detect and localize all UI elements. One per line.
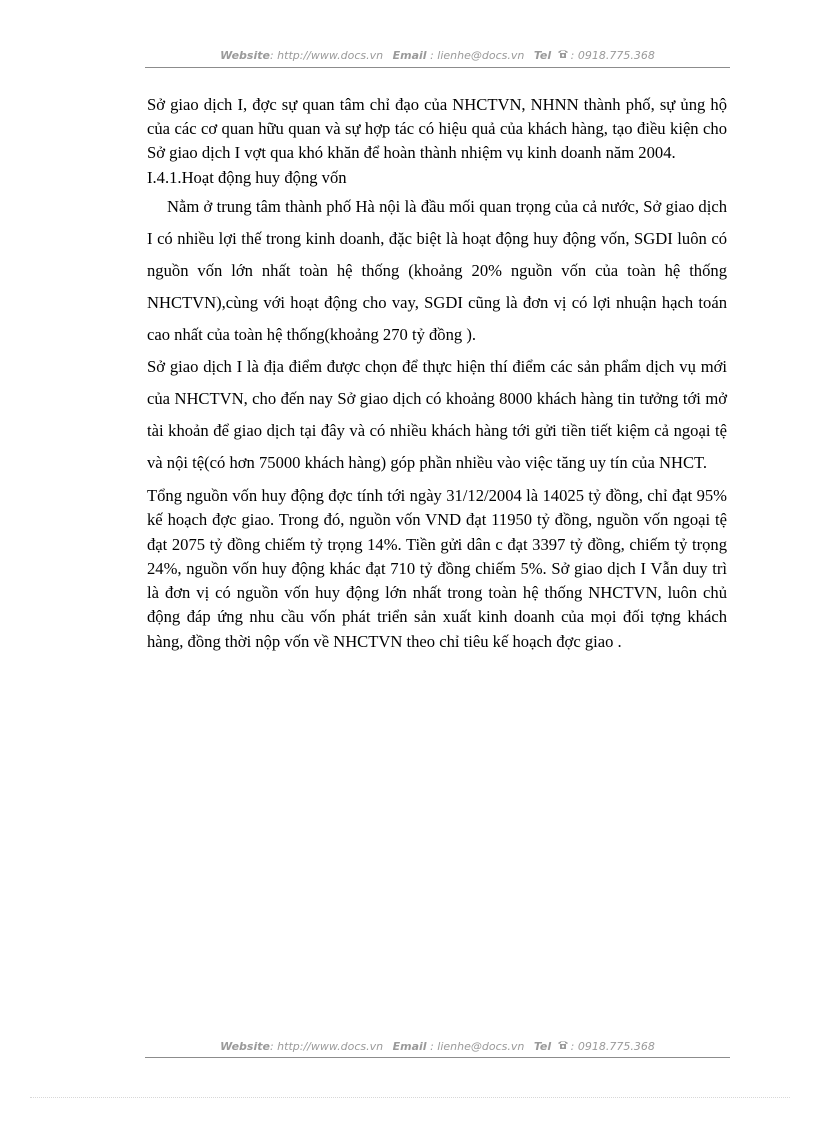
page-footer [145, 1039, 730, 1053]
header-tel-label: Tel [533, 49, 552, 62]
footer-website-label: Website [220, 1040, 270, 1053]
header-website-label: Website [220, 49, 270, 62]
footer-tel-label: Tel [533, 1040, 552, 1053]
footer-email-value: : lienhe@docs.vn [430, 1040, 525, 1053]
footer-website-value: : http://www.docs.vn [269, 1040, 384, 1053]
footer-tel-value: : 0918.775.368 [570, 1040, 655, 1053]
section-heading: I.4.1.Hoạt động huy động vốn [147, 168, 347, 187]
header-divider [145, 67, 730, 68]
paragraph-location: Nằm ở trung tâm thành phố Hà nội là đầu mối quan trọng của cả nước, Sở giao dịch I có nhiều lợi thế trong kinh doanh, đặc biệt là hoạt động huy động vốn, SGDI luôn có nguồn vốn lớn nhất toàn hệ thống (khoảng 20% nguồn vốn của toàn hệ thống NHCTVN),cùng với hoạt động cho vay, SGDI cũng là đơn vị có lợi nhuận hạch toán cao nhất của toàn hệ thống(khoảng 270 tỷ đồng ). [147, 197, 727, 344]
page-bottom-border [30, 1097, 790, 1098]
paragraph-pilot-services: Sở giao dịch I là địa điểm được chọn để thực hiện thí điểm các sản phẩm dịch vụ mới của NHCTVN, cho đến nay Sở giao dịch có khoảng 8000 khách hàng tin tưởng tới mở tài khoản để giao dịch tại đây và có nhiều khách hàng tới gửi tiền tiết kiệm cả ngoại tệ và nội tệ(có hơn 75000 khách hàng) góp phần nhiều vào việc tăng uy tín của NHCT. [147, 357, 727, 472]
document-body [147, 93, 727, 654]
phone-icon [557, 48, 569, 62]
phone-icon [557, 1039, 569, 1053]
header-website-value: : http://www.docs.vn [269, 49, 384, 62]
header-tel-value: : 0918.775.368 [570, 49, 655, 62]
footer-email-label: Email [392, 1040, 427, 1053]
header-email-value: : lienhe@docs.vn [430, 49, 525, 62]
page-header [145, 48, 730, 62]
footer-divider [145, 1057, 730, 1058]
paragraph-intro: Sở giao dịch I, đợc sự quan tâm chỉ đạo của NHCTVN, NHNN thành phố, sự ủng hộ của các cơ quan hữu quan và sự hợp tác có hiệu quả của khách hàng, tạo điều kiện cho Sở giao dịch I vợt qua khó khăn để hoàn thành nhiệm vụ kinh doanh năm 2004. [147, 95, 727, 162]
paragraph-capital-summary: Tổng nguồn vốn huy động đợc tính tới ngày 31/12/2004 là 14025 tỷ đồng, chỉ đạt 95% kế hoạch đợc giao. Trong đó, nguồn vốn VND đạt 11950 tỷ đồng, nguồn vốn ngoại tệ đạt 2075 tỷ đồng chiếm tỷ trọng 14%. Tiền gửi dân c đạt 3397 tỷ đồng, chiếm tỷ trọng 24%, nguồn vốn huy động khác đạt 710 tỷ đồng chiếm 5%. Sở giao dịch I Vẫn duy trì là đơn vị có nguồn vốn huy động lớn nhất trong toàn hệ thống NHCTVN, luôn chủ động đáp ứng nhu cầu vốn phát triển sản xuất kinh doanh của mọi đối tợng khách hàng, đồng thời nộp vốn về NHCTVN theo chỉ tiêu kế hoạch đợc giao . [147, 486, 727, 651]
header-email-label: Email [392, 49, 427, 62]
